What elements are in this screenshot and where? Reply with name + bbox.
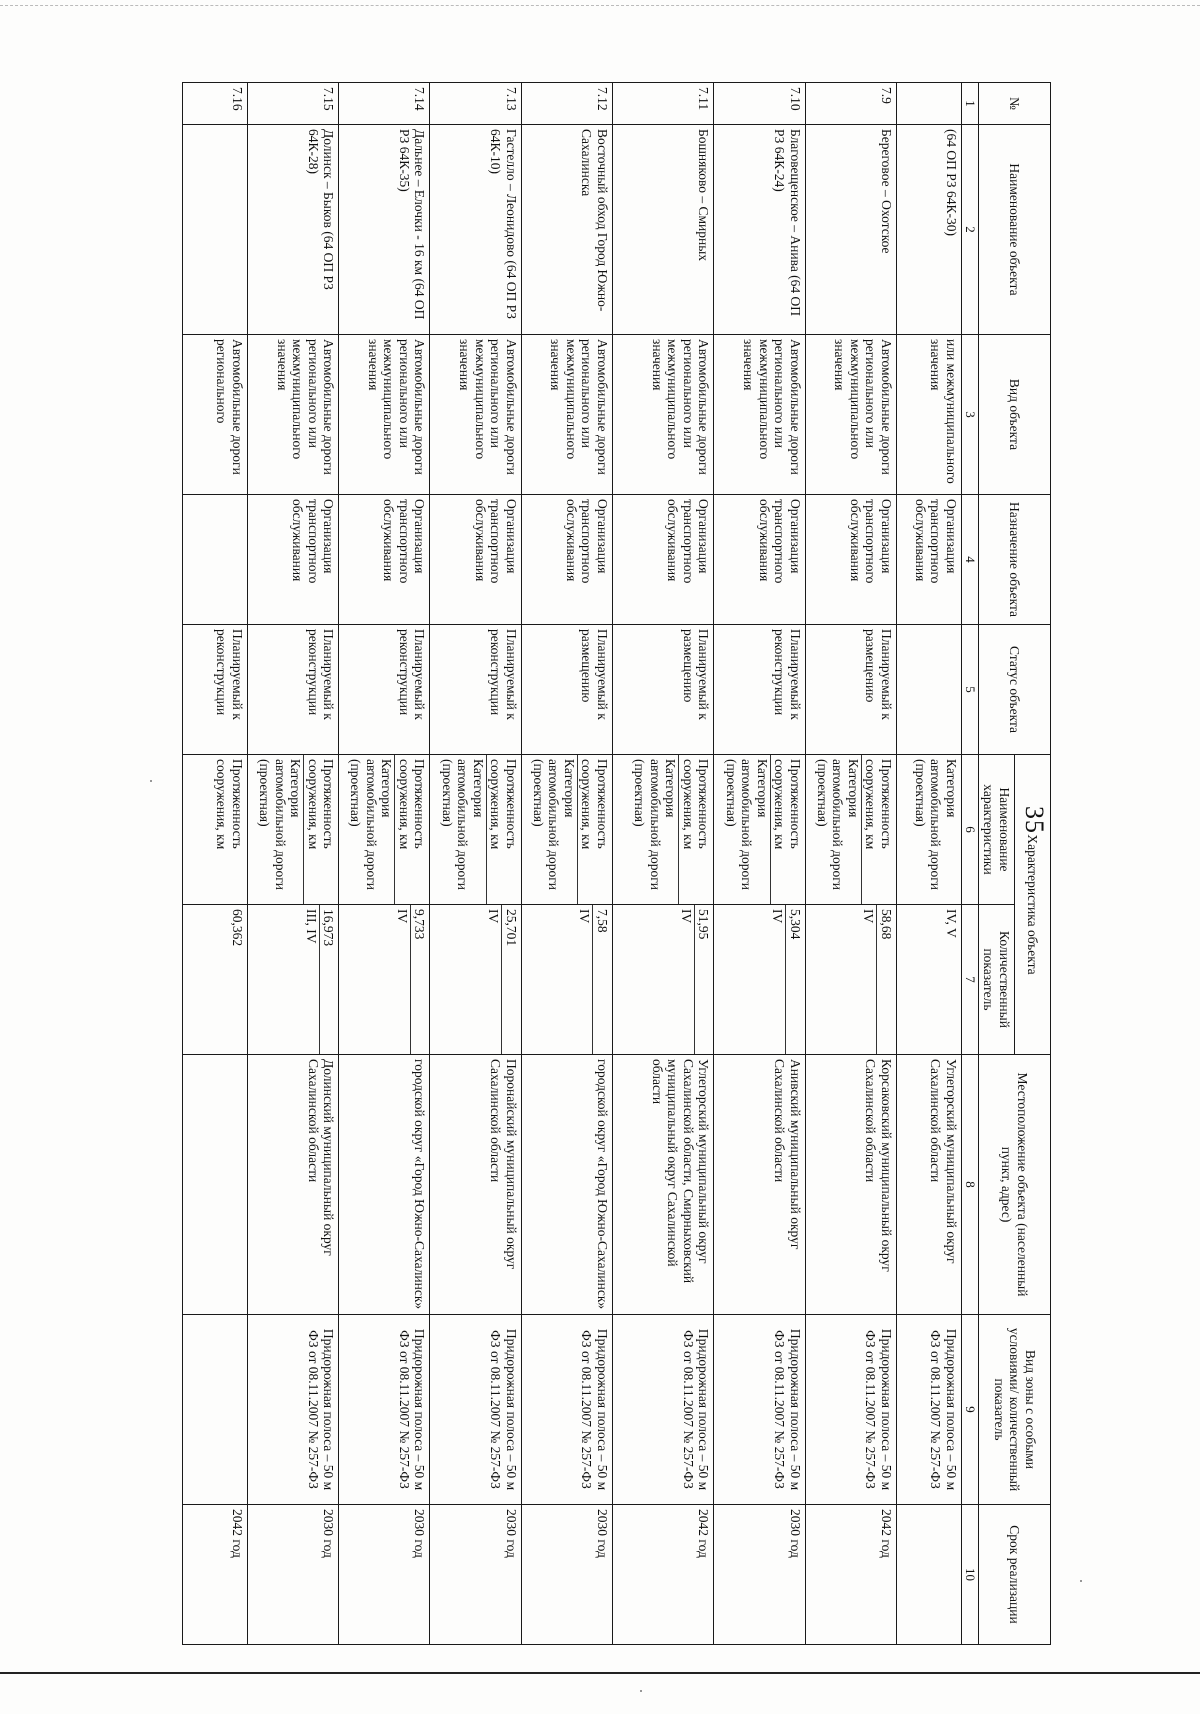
table-row	[896, 83, 961, 1645]
cell-status: Планируемый к реконструкции	[247, 625, 338, 755]
cell-purpose: Организация транспортного обслуживания	[521, 495, 612, 625]
header-char-name: Наименование характеристики	[978, 755, 1014, 905]
cell-purpose: Организация транспортного обслуживания	[612, 495, 713, 625]
cell-purpose: Организация транспортного обслуживания	[896, 495, 961, 625]
char-name: Категория автомобильной дороги (проектная)	[439, 755, 487, 904]
cell-term: 2042 год	[183, 1505, 248, 1645]
cell-zone: Придорожная полоса – 50 м ФЗ от 08.11.2007 № 257-ФЗ	[521, 1315, 612, 1505]
table-row	[430, 83, 521, 1645]
column-number: 7	[961, 905, 978, 1055]
char-name: Категория автомобильной дороги (проектная)	[723, 755, 771, 904]
header-location: Местоположение объекта (населенный пункт, адрес)	[978, 1055, 1050, 1315]
cell-char-values	[183, 905, 248, 1055]
cell-name: Гастелло – Леонидово (64 ОП РЗ 64К-10)	[430, 125, 521, 335]
cell-name: (64 ОП РЗ 64К-30)	[896, 125, 961, 335]
cell-num	[896, 83, 961, 125]
scan-bottom-edge	[0, 1672, 1200, 1674]
cell-zone: Придорожная полоса – 50 м ФЗ от 08.11.2007 № 257-ФЗ	[612, 1315, 713, 1505]
cell-name: Благовещенское – Анива (64 ОП РЗ 64К-24)	[714, 125, 805, 335]
char-name: Протяженность сооружения, км	[214, 759, 245, 850]
cell-num: 7.15	[247, 83, 338, 125]
cell-zone: Придорожная полоса – 50 м ФЗ от 08.11.2007 № 257-ФЗ	[247, 1315, 338, 1505]
char-value: 51,95	[696, 909, 712, 940]
cell-num: 7.14	[339, 83, 430, 125]
char-name: Категория автомобильной дороги (проектная)	[632, 755, 680, 904]
column-number: 10	[961, 1505, 978, 1645]
cell-char-names	[896, 755, 961, 905]
cell-status: Планируемый к размещению	[521, 625, 612, 755]
cell-purpose: Организация транспортного обслуживания	[339, 495, 430, 625]
cell-char-values	[805, 905, 896, 1055]
column-number: 2	[961, 125, 978, 335]
scan-speck	[640, 1690, 642, 1692]
cell-type: Автомобильные дороги регионального или межмуниципального значения	[521, 335, 612, 495]
char-value: IV	[486, 905, 503, 1054]
column-numbers-row	[961, 83, 978, 1645]
header-characteristics: Характеристика объекта	[1015, 755, 1051, 1055]
scan-speck	[1080, 1580, 1082, 1582]
cell-term: 2030 год	[714, 1505, 805, 1645]
objects-table	[182, 82, 1051, 1645]
page-number: 35	[1020, 806, 1049, 834]
char-value: 58,68	[878, 909, 894, 940]
cell-zone: Придорожная полоса – 50 м ФЗ от 08.11.2007 № 257-ФЗ	[714, 1315, 805, 1505]
cell-name: Береговое – Охотское	[805, 125, 896, 335]
char-name: Протяженность сооружения, км	[488, 759, 519, 850]
cell-status: Планируемый к реконструкции	[339, 625, 430, 755]
cell-location: Поронайский муниципальный округ Сахалинской области	[430, 1055, 521, 1315]
cell-name: Бошняково – Смирных	[612, 125, 713, 335]
table-row	[183, 83, 248, 1645]
header-status: Статус объекта	[978, 625, 1050, 755]
cell-zone	[183, 1315, 248, 1505]
cell-term: 2042 год	[805, 1505, 896, 1645]
char-value: 9,733	[412, 909, 428, 940]
char-value: IV, V	[943, 909, 959, 938]
char-value: 16,973	[321, 909, 337, 947]
char-value: 25,701	[503, 909, 519, 947]
char-name: Категория автомобильной дороги (проектная)	[257, 755, 305, 904]
cell-type: Автомобильные дороги регионального или межмуниципального значения	[805, 335, 896, 495]
cell-term: 2030 год	[521, 1505, 612, 1645]
header-type: Вид объекта	[978, 335, 1050, 495]
cell-char-names	[183, 755, 248, 905]
cell-term: 2030 год	[339, 1505, 430, 1645]
cell-num: 7.9	[805, 83, 896, 125]
cell-location	[183, 1055, 248, 1315]
column-number: 9	[961, 1315, 978, 1505]
char-value: IV	[770, 905, 787, 1054]
cell-num: 7.13	[430, 83, 521, 125]
cell-num: 7.10	[714, 83, 805, 125]
cell-char-values	[339, 905, 430, 1055]
column-number: 4	[961, 495, 978, 625]
cell-char-names	[805, 755, 896, 905]
cell-term: 2030 год	[247, 1505, 338, 1645]
cell-purpose: Организация транспортного обслуживания	[430, 495, 521, 625]
table-row	[247, 83, 338, 1645]
cell-term: 2030 год	[430, 1505, 521, 1645]
cell-type: Автомобильные дороги регионального или межмуниципального значения	[339, 335, 430, 495]
cell-location: городской округ «Город Южно-Сахалинск»	[339, 1055, 430, 1315]
cell-type: Автомобильные дороги регионального или межмуниципального значения	[430, 335, 521, 495]
column-number: 3	[961, 335, 978, 495]
char-value: IV	[577, 905, 594, 1054]
char-value: 7,58	[594, 909, 610, 933]
header-name: Наименование объекта	[978, 125, 1050, 335]
cell-type: Автомобильные дороги регионального или межмуниципального значения	[612, 335, 713, 495]
column-number: 8	[961, 1055, 978, 1315]
char-name: Протяженность сооружения, км	[579, 759, 610, 850]
cell-type: или межмуниципального значения	[896, 335, 961, 495]
cell-char-values	[247, 905, 338, 1055]
cell-location: Долинский муниципальный округ Сахалинской области	[247, 1055, 338, 1315]
cell-status	[896, 625, 961, 755]
char-value: IV	[394, 905, 411, 1054]
cell-char-values	[612, 905, 713, 1055]
cell-char-names	[714, 755, 805, 905]
cell-zone: Придорожная полоса – 50 м ФЗ от 08.11.2007 № 257-ФЗ	[339, 1315, 430, 1505]
cell-purpose: Организация транспортного обслуживания	[247, 495, 338, 625]
char-value: 5,304	[787, 909, 803, 940]
table-row	[612, 83, 713, 1645]
cell-num: 7.11	[612, 83, 713, 125]
cell-term	[896, 1505, 961, 1645]
cell-location: Углегорский муниципальный округ Сахалинской области, Смирныховский муниципальный округ Сахалинской области	[612, 1055, 713, 1315]
cell-zone: Придорожная полоса – 50 м ФЗ от 08.11.2007 № 257-ФЗ	[430, 1315, 521, 1505]
char-name: Протяженность сооружения, км	[772, 759, 803, 850]
column-number: 6	[961, 755, 978, 905]
header-char-value: Количественный показатель	[978, 905, 1014, 1055]
table-row	[805, 83, 896, 1645]
cell-char-values	[430, 905, 521, 1055]
header-zone: Вид зоны с особыми условиями/ количественный показатель	[978, 1315, 1050, 1505]
cell-char-values	[714, 905, 805, 1055]
scan-top-edge	[0, 0, 1200, 6]
cell-type: Автомобильные дороги регионального	[183, 335, 248, 495]
cell-status: Планируемый к реконструкции	[183, 625, 248, 755]
cell-char-names	[521, 755, 612, 905]
header-purpose: Назначение объекта	[978, 495, 1050, 625]
column-number: 1	[961, 83, 978, 125]
cell-purpose: Организация транспортного обслуживания	[805, 495, 896, 625]
cell-status: Планируемый к реконструкции	[430, 625, 521, 755]
cell-zone: Придорожная полоса – 50 м ФЗ от 08.11.2007 № 257-ФЗ	[805, 1315, 896, 1505]
cell-char-names	[339, 755, 430, 905]
cell-name: Дальнее – Елочки - 16 км (64 ОП РЗ 64К-35)	[339, 125, 430, 335]
char-name: Протяженность сооружения, км	[396, 759, 428, 850]
cell-status: Планируемый к реконструкции	[714, 625, 805, 755]
header-term: Срок реализации	[978, 1505, 1050, 1645]
table-row	[339, 83, 430, 1645]
char-value: IV	[861, 905, 878, 1054]
cell-purpose	[183, 495, 248, 625]
cell-name: Восточный обход Город Южно-Сахалинска	[521, 125, 612, 335]
char-value: 60,362	[229, 909, 245, 947]
cell-term: 2042 год	[612, 1505, 713, 1645]
cell-num: 7.16	[183, 83, 248, 125]
cell-location: Корсаковский муниципальный округ Сахалинской области	[805, 1055, 896, 1315]
cell-location: Углегорский муниципальный округ Сахалинской области	[896, 1055, 961, 1315]
cell-location: городской округ «Город Южно-Сахалинск»	[521, 1055, 612, 1315]
column-number: 5	[961, 625, 978, 755]
char-name: Категория автомобильной дороги (проектная)	[348, 755, 396, 904]
char-name: Категория автомобильной дороги (проектная)	[530, 755, 578, 904]
char-value: IV	[678, 905, 695, 1054]
cell-status: Планируемый к размещению	[805, 625, 896, 755]
char-name: Протяженность сооружения, км	[863, 759, 894, 850]
char-value: III, IV	[303, 905, 320, 1054]
table-row	[521, 83, 612, 1645]
cell-location: Анивский муниципальный округ Сахалинской области	[714, 1055, 805, 1315]
cell-char-values	[521, 905, 612, 1055]
cell-name	[183, 125, 248, 335]
rotated-table-wrapper	[182, 82, 1051, 1644]
cell-type: Автомобильные дороги регионального или межмуниципального значения	[714, 335, 805, 495]
cell-name: Долинск – Быков (64 ОП РЗ 64К-28)	[247, 125, 338, 335]
cell-char-names	[612, 755, 713, 905]
scan-speck	[150, 780, 152, 782]
cell-char-values	[896, 905, 961, 1055]
cell-num: 7.12	[521, 83, 612, 125]
cell-char-names	[430, 755, 521, 905]
char-name: Протяженность сооружения, км	[680, 759, 712, 850]
table-row	[714, 83, 805, 1645]
cell-type: Автомобильные дороги регионального или межмуниципального значения	[247, 335, 338, 495]
cell-status: Планируемый к размещению	[612, 625, 713, 755]
cell-zone: Придорожная полоса – 50 м ФЗ от 08.11.2007 № 257-ФЗ	[896, 1315, 961, 1505]
cell-char-names	[247, 755, 338, 905]
char-name: Категория автомобильной дороги (проектная)	[814, 755, 862, 904]
char-name: Категория автомобильной дороги (проектная)	[912, 759, 959, 890]
char-name: Протяженность сооружения, км	[305, 759, 337, 850]
header-num: №	[978, 83, 1050, 125]
cell-purpose: Организация транспортного обслуживания	[714, 495, 805, 625]
